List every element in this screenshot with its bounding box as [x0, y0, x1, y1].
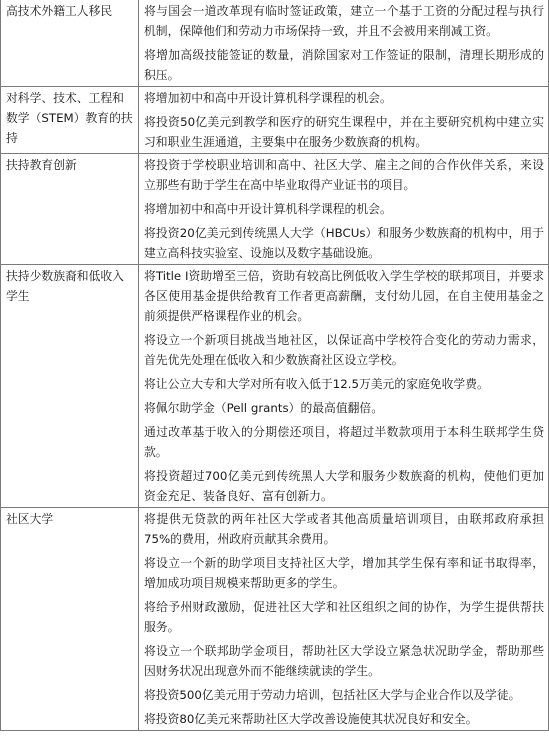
measure-item: 将与国会一道改革现有临时签证政策，建立一个基于工资的分配过程与执行机制，保障他们和劳动力市场保持一致，并且不会被用来削减工资。 — [144, 4, 544, 38]
measures-cell — [139, 265, 549, 508]
category-cell: 对科学、技术、工程和数学（STEM）教育的扶持 — [1, 87, 139, 154]
measures-cell — [139, 154, 549, 265]
measures-cell — [139, 0, 549, 87]
measure-item: 将投资超过700亿美元到传统黑人大学和服务少数族裔的机构，使他们更加资金充足、装备良好、富有创新力。 — [144, 469, 544, 503]
measure-item: 将给予州财政激励，促进社区大学和社区组织之间的协作，为学生提供帮扶服务。 — [144, 600, 544, 634]
measure-item: 将投资80亿美元来帮助社区大学改善设施使其状况良好和安全。 — [144, 712, 478, 726]
category-cell: 扶持教育创新 — [1, 154, 139, 265]
measures-cell — [139, 508, 549, 731]
category-cell: 社区大学 — [1, 508, 139, 731]
measure-item: 将投资20亿美元到传统黑人大学（HBCUs）和服务少数族裔的机构中，用于建立高科技实验室、设施以及数字基础设施。 — [144, 226, 544, 260]
table-row-0 — [1, 0, 549, 87]
measure-item: 将佩尔助学金（Pell grants）的最高值翻倍。 — [144, 401, 384, 415]
table-row-3 — [1, 265, 549, 508]
measure-item: 将投资50亿美元到教学和医疗的研究生课程中，并在主要研究机构中建立实习和职业生涯通道，主要集中在服务少数族裔的机构。 — [144, 115, 544, 149]
measures-cell — [139, 87, 549, 154]
policy-table-body — [1, 0, 549, 731]
measure-item: 将投资500亿美元用于劳动力培训，包括社区大学与企业合作以及学徒。 — [144, 688, 521, 702]
table-row-2 — [1, 154, 549, 265]
measure-item: 将让公立大专和大学对所有收入低于12.5万美元的家庭免收学费。 — [144, 377, 489, 391]
measure-item: 通过改革基于收入的分期偿还项目，将超过半数款项用于本科生联邦学生贷款。 — [144, 425, 544, 459]
measure-item: 将增加初中和高中开设计算机科学课程的机会。 — [144, 202, 392, 216]
measure-item: 将设立一个新项目挑战当地社区，以保证高中学校符合变化的劳动力需求，首先优先处理在低收入和少数族裔社区设立学校。 — [144, 333, 544, 367]
measure-item: 将投资于学校职业培训和高中、社区大学、雇主之间的合作伙伴关系，来设立那些有助于学生在高中毕业取得产业证书的项目。 — [144, 158, 544, 192]
measure-item: 将提供无贷款的两年社区大学或者其他高质量培训项目，由联邦政府承担75%的费用，州政府贡献其余费用。 — [144, 512, 544, 546]
measure-item: 将增加高级技能签证的数量，消除国家对工作签证的限制，清理长期形成的积压。 — [144, 48, 544, 82]
measure-item: 将设立一个联邦助学金项目，帮助社区大学设立紧急状况助学金，帮助那些因财务状况出现意外而不能继续就读的学生。 — [144, 644, 544, 678]
measure-item: 将增加初中和高中开设计算机科学课程的机会。 — [144, 91, 392, 105]
category-cell: 高技术外籍工人移民 — [1, 0, 139, 87]
category-cell: 扶持少数族裔和低收入学生 — [1, 265, 139, 508]
table-row-4 — [1, 508, 549, 731]
table-row-1 — [1, 87, 549, 154]
measure-item: 将设立一个新的助学项目支持社区大学，增加其学生保有率和证书取得率，增加成功项目规模来帮助更多的学生。 — [144, 556, 544, 590]
measure-item: 将Title I资助增至三倍，资助有较高比例低收入学生学校的联邦项目，并要求各区使用基金提供给教育工作者更高薪酬，支付幼儿园，在自主使用基金之前须提供严格课程作业的机会。 — [144, 269, 544, 323]
